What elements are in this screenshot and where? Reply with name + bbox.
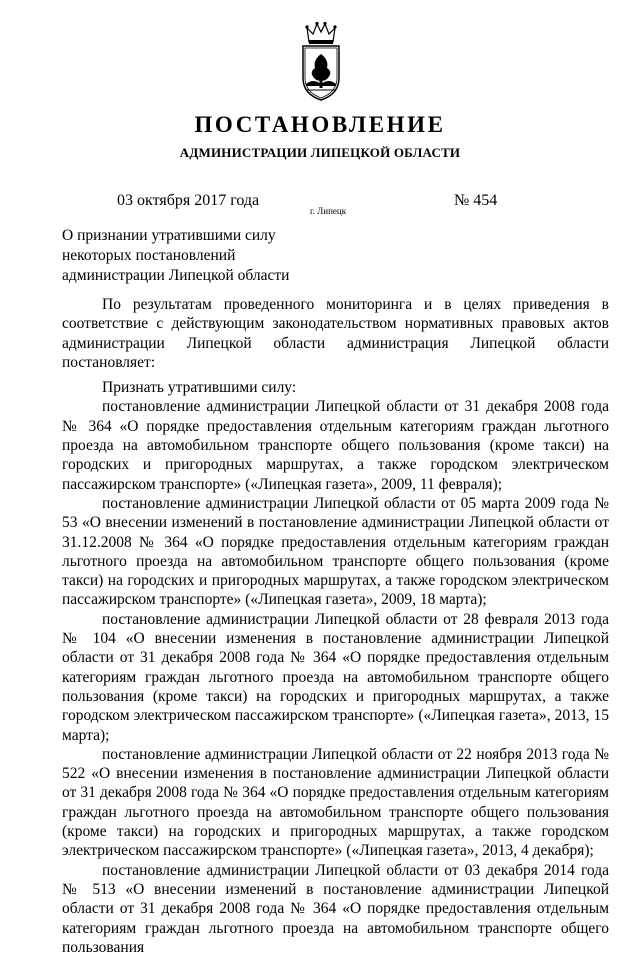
document-city: г. Липецк — [310, 206, 347, 216]
intro-paragraph: Признать утратившими силу: — [102, 379, 297, 397]
repealed-item: постановление администрации Липецкой области от 31 декабря 2008 года № 364 «О порядке предоставления отдельным категориям граждан льготного проезда на автомобильном транспорте общего пользования (кроме такси) на городских и пригородных маршрутах, а также городском электрическом пассажирском транспорте» («Липецкая газета», 2009, 11 февраля); — [62, 398, 609, 493]
preamble-paragraph: По результатам проведенного мониторинга и в целях приведения в соответствие с действующим законодательством нормативных правовых актов администрации Липецкой области администрация Липецкой области постановляет: — [62, 296, 609, 371]
subject-line: некоторых постановлений — [62, 247, 236, 264]
document-body — [62, 295, 609, 957]
document-subject — [62, 226, 322, 286]
document-title: ПОСТАНОВЛЕНИЕ — [194, 112, 446, 137]
document-date: 03 октября 2017 года — [117, 192, 260, 209]
document-number: № 454 — [454, 192, 498, 209]
repealed-item: постановление администрации Липецкой области от 28 февраля 2013 года № 104 «О внесении изменения в постановление администрации Липецкой области от 31 декабря 2008 года № 364 «О порядке предоставления отдельным категориям граждан льготного проезда на автомобильном транспорте общего пользования (кроме такси) на городских и пригородных маршрутах, а также городском электрическом пассажирском транспорте» («Липецкая газета», 2013, 15 марта); — [62, 610, 609, 744]
subject-line: администрации Липецкой области — [62, 267, 290, 284]
repealed-item: постановление администрации Липецкой области от 05 марта 2009 года № 53 «О внесении изменений в постановление администрации Липецкой области от 31.12.2008 № 364 «О порядке предоставления отдельным категориям граждан льготного проезда на автомобильном транспорте общего пользования (кроме такси) на городских и пригородных маршрутах, а также городском электрическом пассажирском транспорте» («Липецкая газета», 2009, 18 марта); — [62, 494, 609, 609]
issuing-authority: АДМИНИСТРАЦИИ ЛИПЕЦКОЙ ОБЛАСТИ — [179, 145, 461, 160]
subject-line: О признании утратившими силу — [62, 227, 276, 244]
repealed-item: постановление администрации Липецкой области от 03 декабря 2014 года № 513 «О внесении изменений в постановление администрации Липецкой области от 31 декабря 2008 года № 364 «О порядке предоставления отдельным категориям граждан льготного проезда на автомобильном транспорте общего пользования — [62, 861, 609, 956]
lipetsk-coat-of-arms-icon — [297, 20, 345, 104]
repealed-item: постановление администрации Липецкой области от 22 ноября 2013 года № 522 «О внесении изменения в постановление администрации Липецкой области от 31 декабря 2008 года № 364 «О порядке предоставления отдельным категориям граждан льготного проезда на автомобильном транспорте общего пользования (кроме такси) на городских и пригородных маршрутах, а также городском электрическом пассажирском транспорте» («Липецкая газета», 2013, 4 декабря); — [62, 745, 609, 860]
